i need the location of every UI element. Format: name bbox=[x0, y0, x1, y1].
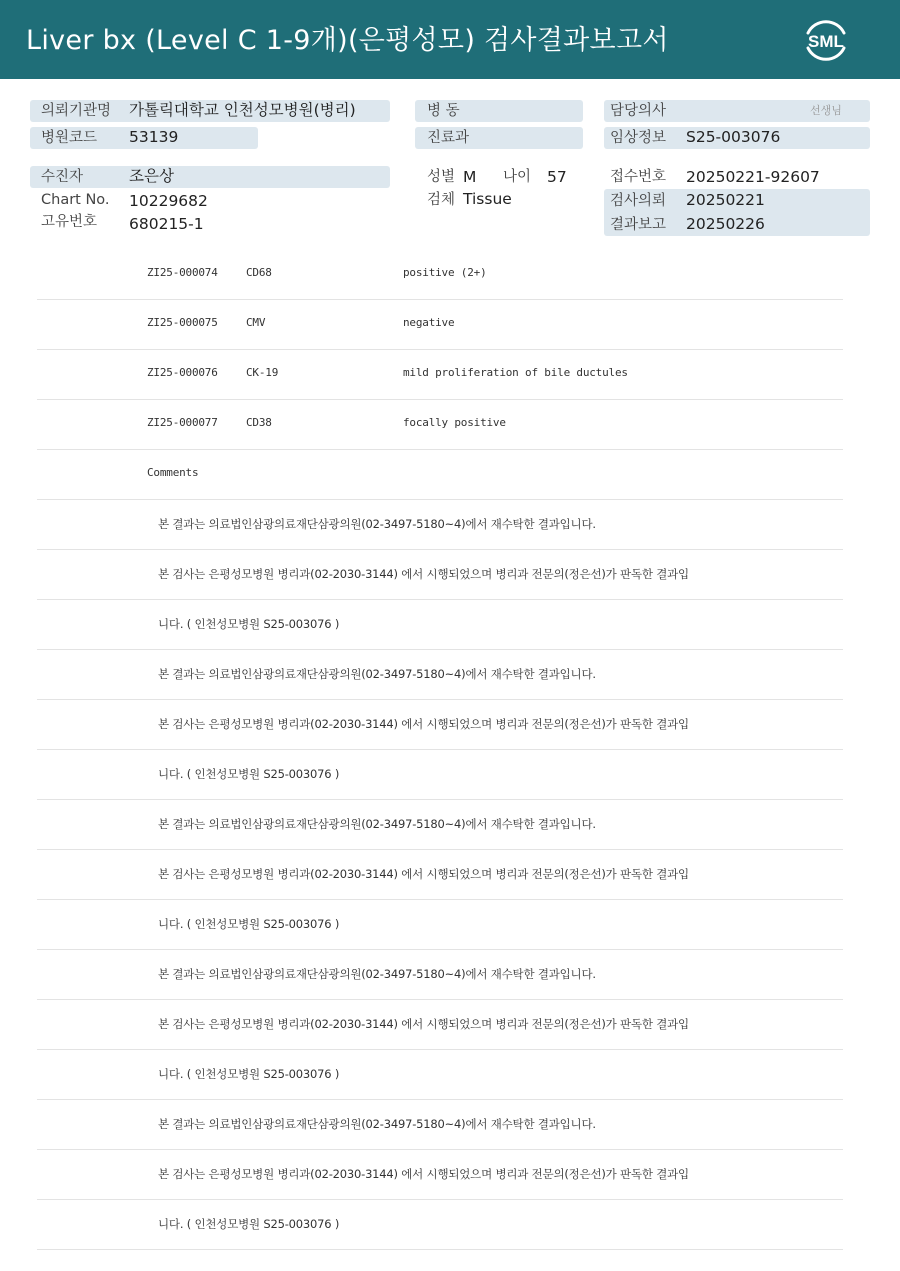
comment-text: 본 검사는 은평성모병원 병리과(02-2030-3144) 에서 시행되었으며 병리과 전문의(정은선)가 판독한 결과입 bbox=[158, 1017, 689, 1031]
institution-value: 가톨릭대학교 인천성모병원(병리) bbox=[129, 101, 356, 119]
result-row bbox=[37, 300, 843, 350]
institution-label: 의뢰기관명 bbox=[41, 103, 112, 119]
hospital-code-value: 53139 bbox=[129, 128, 179, 146]
result-code: ZI25-000075 bbox=[147, 316, 218, 329]
comment-line bbox=[37, 1100, 843, 1150]
clinical-value: S25-003076 bbox=[686, 128, 781, 146]
patient-label: 수진자 bbox=[41, 169, 84, 185]
comment-line bbox=[37, 650, 843, 700]
sex-label: 성별 bbox=[427, 169, 456, 185]
specimen-label: 검체 bbox=[427, 192, 456, 208]
request-value: 20250221 bbox=[686, 191, 765, 209]
doctor-label: 담당의사 bbox=[610, 103, 667, 119]
age-label: 나이 bbox=[503, 169, 532, 185]
comment-text: 본 결과는 의료법인삼광의료재단삼광의원(02-3497-5180~4)에서 재수탁한 결과입니다. bbox=[158, 967, 596, 981]
result-row bbox=[37, 250, 843, 300]
comment-text: 본 결과는 의료법인삼광의료재단삼광의원(02-3497-5180~4)에서 재수탁한 결과입니다. bbox=[158, 1117, 596, 1131]
sex-value: M bbox=[463, 168, 477, 186]
comment-text: 본 검사는 은평성모병원 병리과(02-2030-3144) 에서 시행되었으며 병리과 전문의(정은선)가 판독한 결과입 bbox=[158, 717, 689, 731]
patient-bar bbox=[30, 166, 390, 188]
sml-logo bbox=[800, 13, 852, 65]
id-label: 고유번호 bbox=[41, 214, 98, 230]
comment-text: 니다. ( 인천성모병원 S25-003076 ) bbox=[158, 1067, 340, 1081]
sml-logo-text: SML bbox=[808, 32, 844, 51]
doctor-suffix: 선생님 bbox=[810, 104, 842, 117]
comment-line bbox=[37, 700, 843, 750]
comment-text: 본 검사는 은평성모병원 병리과(02-2030-3144) 에서 시행되었으며 병리과 전문의(정은선)가 판독한 결과입 bbox=[158, 1167, 689, 1181]
result-code: ZI25-000074 bbox=[147, 266, 218, 279]
comment-text: 본 결과는 의료법인삼광의료재단삼광의원(02-3497-5180~4)에서 재수탁한 결과입니다. bbox=[158, 667, 596, 681]
chart-label: Chart No. bbox=[41, 192, 110, 208]
comment-line bbox=[37, 900, 843, 950]
comment-text: 니다. ( 인천성모병원 S25-003076 ) bbox=[158, 917, 340, 931]
comment-text: 본 검사는 은평성모병원 병리과(02-2030-3144) 에서 시행되었으며 병리과 전문의(정은선)가 판독한 결과입 bbox=[158, 567, 689, 581]
comment-line bbox=[37, 850, 843, 900]
comment-text: 본 검사는 은평성모병원 병리과(02-2030-3144) 에서 시행되었으며 병리과 전문의(정은선)가 판독한 결과입 bbox=[158, 867, 689, 881]
result-value: mild proliferation of bile ductules bbox=[403, 366, 628, 379]
comment-text: 본 결과는 의료법인삼광의료재단삼광의원(02-3497-5180~4)에서 재수탁한 결과입니다. bbox=[158, 517, 596, 531]
receipt-value: 20250221-92607 bbox=[686, 168, 820, 186]
result-row bbox=[37, 350, 843, 400]
result-code: ZI25-000076 bbox=[147, 366, 218, 379]
comment-line bbox=[37, 950, 843, 1000]
result-marker: CK-19 bbox=[246, 366, 279, 379]
comment-text: 니다. ( 인천성모병원 S25-003076 ) bbox=[158, 617, 340, 631]
result-value: positive (2+) bbox=[403, 266, 487, 279]
dept-label: 진료과 bbox=[427, 130, 470, 146]
receipt-label: 접수번호 bbox=[610, 169, 667, 185]
result-value: negative bbox=[403, 316, 455, 329]
report-title: Liver bx (Level C 1-9개)(은평성모) 검사결과보고서 bbox=[26, 25, 669, 56]
comment-line bbox=[37, 600, 843, 650]
comment-text: 본 결과는 의료법인삼광의료재단삼광의원(02-3497-5180~4)에서 재수탁한 결과입니다. bbox=[158, 817, 596, 831]
result-row bbox=[37, 400, 843, 450]
comment-text: 니다. ( 인천성모병원 S25-003076 ) bbox=[158, 767, 340, 781]
comment-line bbox=[37, 1050, 843, 1100]
report-header bbox=[0, 0, 900, 79]
result-marker: CMV bbox=[246, 316, 266, 329]
report-date-value: 20250226 bbox=[686, 215, 765, 233]
hospital-code-label: 병원코드 bbox=[41, 130, 98, 146]
result-marker: CD38 bbox=[246, 416, 272, 429]
result-value: focally positive bbox=[403, 416, 506, 429]
chart-value: 10229682 bbox=[129, 192, 208, 210]
id-value: 680215-1 bbox=[129, 215, 204, 233]
clinical-label: 임상정보 bbox=[610, 130, 667, 146]
comment-line bbox=[37, 800, 843, 850]
comment-line bbox=[37, 550, 843, 600]
patient-value: 조은상 bbox=[129, 167, 174, 185]
specimen-value: Tissue bbox=[463, 190, 512, 208]
comment-line bbox=[37, 1150, 843, 1200]
comments-row bbox=[37, 450, 843, 500]
comments-label: Comments bbox=[147, 466, 199, 479]
ward-label: 병 동 bbox=[427, 103, 460, 119]
comment-line bbox=[37, 500, 843, 550]
result-rows bbox=[37, 250, 843, 1250]
request-label: 검사의뢰 bbox=[610, 193, 667, 209]
result-marker: CD68 bbox=[246, 266, 272, 279]
comment-line bbox=[37, 1000, 843, 1050]
comment-text: 니다. ( 인천성모병원 S25-003076 ) bbox=[158, 1217, 340, 1231]
age-value: 57 bbox=[547, 168, 567, 186]
result-code: ZI25-000077 bbox=[147, 416, 218, 429]
sml-logo-icon bbox=[800, 13, 852, 65]
comment-line bbox=[37, 1200, 843, 1250]
report-date-label: 결과보고 bbox=[610, 217, 667, 233]
comment-line bbox=[37, 750, 843, 800]
